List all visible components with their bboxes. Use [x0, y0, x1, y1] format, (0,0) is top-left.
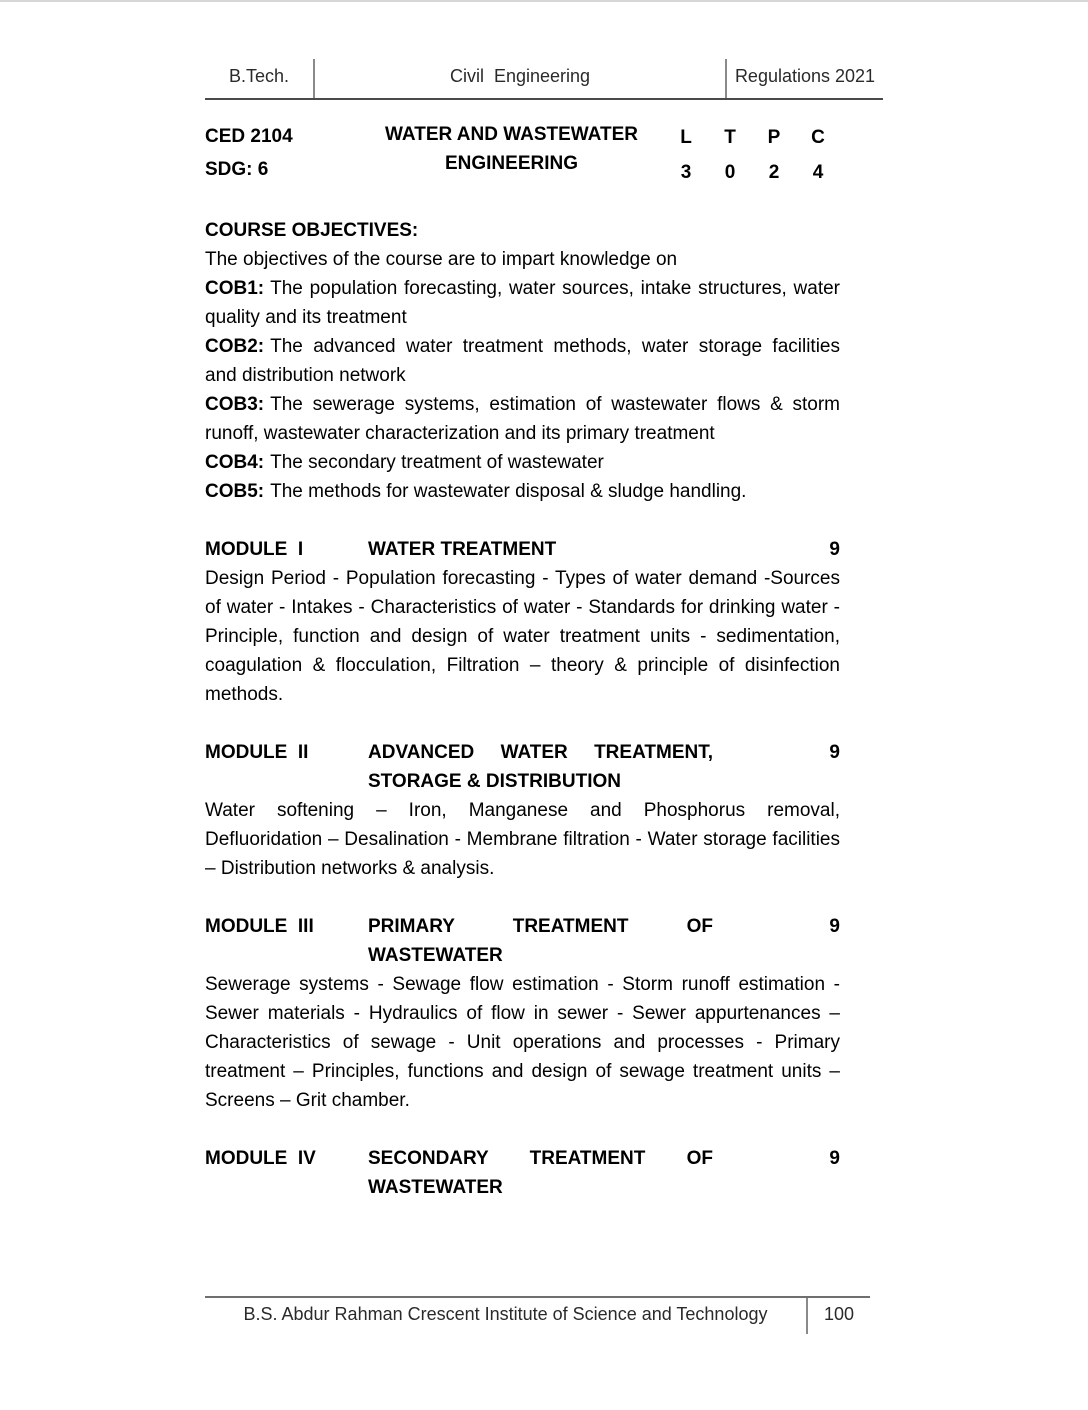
module-hours: 9	[829, 916, 840, 937]
course-sdg: SDG: 6	[205, 159, 269, 180]
module-title	[368, 535, 713, 564]
course-title	[368, 120, 655, 190]
module-title-line1: ADVANCED WATER TREATMENT,	[368, 742, 713, 763]
objective-label: COB1:	[205, 278, 265, 299]
ltpc-header-c: C	[811, 127, 825, 148]
ltpc-value-t: 0	[724, 162, 736, 183]
ltpc-value-l: 3	[680, 162, 692, 183]
module-title	[368, 738, 713, 796]
module-title-line2: WASTEWATER	[368, 1177, 503, 1198]
module-title-line1: PRIMARY TREATMENT OF	[368, 916, 713, 937]
objective-item-cob5	[205, 477, 840, 506]
module-title-line1: SECONDARY TREATMENT OF	[368, 1148, 713, 1169]
ltpc-value-c: 4	[812, 162, 824, 183]
ltpc-header-p: P	[767, 127, 781, 148]
ltpc-header-t: T	[724, 127, 736, 148]
objective-label: COB2:	[205, 336, 265, 357]
course-objectives-section	[205, 216, 840, 506]
ltpc-value-p: 2	[768, 162, 780, 183]
module-3-section	[205, 912, 840, 1115]
header-degree: B.Tech.	[205, 59, 315, 98]
module-body: Design Period - Population forecasting - Types of water demand -Sources of water - Intakes - Characteristics of water - Standards for drinking water - Principle, function and design of water treatment units - sedimentation, coagulation & flocculation, Filtration – theory & principle of disinfection methods.	[205, 568, 840, 705]
footer-institute-name: B.S. Abdur Rahman Crescent Institute of Science and Technology	[205, 1298, 808, 1334]
header-regulations: Regulations 2021	[734, 66, 876, 86]
course-code-block	[205, 120, 368, 190]
header-department: Civil Engineering	[315, 59, 727, 98]
module-label: MODULE IV	[205, 1148, 316, 1169]
ltpc-header-row	[664, 120, 840, 155]
module-title-line2: STORAGE & DISTRIBUTION	[368, 771, 621, 792]
document-body	[205, 120, 840, 1202]
ltpc-value-row	[664, 155, 840, 190]
course-code: CED 2104	[205, 126, 293, 147]
ltpc-table	[664, 120, 840, 190]
objective-label: COB3:	[205, 394, 265, 415]
footer-page-number: 100	[823, 1304, 855, 1324]
module-1-heading	[205, 535, 840, 564]
module-body: Water softening – Iron, Manganese and Phosphorus removal, Defluoridation – Desalination - Membrane filtration - Water storage facilities – Distribution networks & analysis.	[205, 800, 840, 879]
page-header	[205, 59, 883, 100]
module-hours: 9	[829, 742, 840, 763]
module-label: MODULE II	[205, 742, 309, 763]
module-4-section	[205, 1144, 840, 1202]
module-3-heading	[205, 912, 840, 970]
course-title-line1: WATER AND WASTEWATER	[385, 124, 638, 145]
module-label: MODULE III	[205, 916, 314, 937]
objective-text: The secondary treatment of wastewater	[270, 452, 604, 473]
objective-text: The methods for wastewater disposal & sludge handling.	[270, 481, 747, 502]
module-body: Sewerage systems - Sewage flow estimation - Storm runoff estimation - Sewer materials - Hydraulics of flow in sewer - Sewer appurtenances – Characteristics of sewage - Unit operations and processes - Primary treatment – Principles, functions and design of sewage treatment units – Screens – Grit chamber.	[205, 974, 840, 1111]
objective-item-cob1	[205, 274, 840, 332]
objective-label: COB4:	[205, 452, 265, 473]
module-title-line1: WATER TREATMENT	[368, 539, 557, 560]
objective-text: The sewerage systems, estimation of wastewater flows & storm runoff, wastewater characterization and its primary treatment	[205, 394, 840, 444]
module-title	[368, 1144, 713, 1202]
module-2-section	[205, 738, 840, 883]
module-1-section	[205, 535, 840, 709]
module-title	[368, 912, 713, 970]
module-title-line2: WASTEWATER	[368, 945, 503, 966]
objective-item-cob2	[205, 332, 840, 390]
objective-item-cob4	[205, 448, 840, 477]
objective-item-cob3	[205, 390, 840, 448]
course-header	[205, 120, 840, 190]
page-footer	[205, 1296, 870, 1334]
objective-text: The population forecasting, water sources, intake structures, water quality and its treatment	[205, 278, 840, 328]
course-title-line2: ENGINEERING	[444, 153, 579, 174]
objective-label: COB5:	[205, 481, 265, 502]
module-label: MODULE I	[205, 539, 304, 560]
objective-text: The advanced water treatment methods, water storage facilities and distribution network	[205, 336, 840, 386]
module-2-heading	[205, 738, 840, 796]
ltpc-header-l: L	[680, 127, 692, 148]
module-hours: 9	[829, 1148, 840, 1169]
module-hours: 9	[829, 539, 840, 560]
module-4-heading	[205, 1144, 840, 1202]
objectives-intro: The objectives of the course are to impart knowledge on	[205, 249, 678, 270]
objectives-heading: COURSE OBJECTIVES:	[205, 220, 419, 241]
